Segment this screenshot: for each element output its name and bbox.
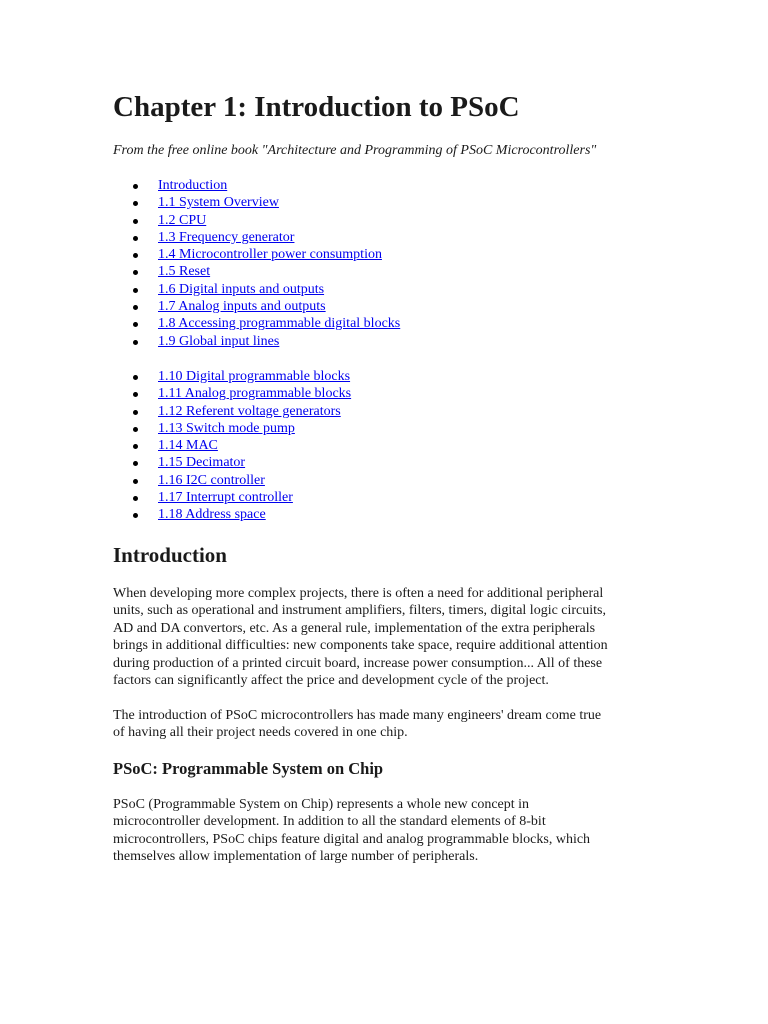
- paragraph-line: PSoC (Programmable System on Chip) represents a whole new concept in: [113, 797, 530, 812]
- toc-link-1-10[interactable]: 1.10 Digital programmable blocks: [158, 369, 351, 384]
- paragraph-line: AD and DA convertors, etc. As a general rule, implementation of the extra peripherals: [113, 620, 596, 636]
- section-heading-introduction: Introduction: [113, 543, 227, 567]
- toc-link-1-3[interactable]: 1.3 Frequency generator: [158, 229, 295, 245]
- toc-item: [113, 403, 351, 420]
- paragraph-line: factors can significantly affect the price and development cycle of the project.: [113, 673, 549, 689]
- paragraph-line: units, such as operational and instrument amplifiers, filters, timers, digital logic circuits,: [113, 603, 607, 619]
- paragraph-line: microcontroller development. In addition to all the standard elements of 8-bit: [113, 814, 546, 830]
- paragraph-line: during production of a printed circuit board, increase power consumption... All of these: [113, 655, 603, 671]
- toc-item: [113, 281, 400, 298]
- toc-link-1-14[interactable]: 1.14 MAC: [158, 438, 218, 454]
- toc-item: [113, 212, 400, 229]
- paragraph-line: The introduction of PSoC microcontrollers has made many engineers' dream come true: [113, 708, 602, 723]
- toc-link-introduction[interactable]: Introduction: [158, 178, 228, 193]
- toc-link-1-17[interactable]: 1.17 Interrupt controller: [158, 490, 293, 506]
- intro-paragraph-2: [113, 707, 653, 742]
- toc-item: [113, 177, 400, 194]
- toc-link-1-4[interactable]: 1.4 Microcontroller power consumption: [158, 247, 382, 263]
- subsection-heading-psoc: PSoC: Programmable System on Chip: [113, 759, 384, 778]
- table-of-contents-part-1: [113, 177, 400, 350]
- toc-item: [113, 263, 400, 280]
- paragraph-line: of having all their project needs covered in one chip.: [113, 725, 408, 741]
- toc-item: [113, 489, 351, 506]
- toc-item: [113, 194, 400, 211]
- toc-item: [113, 246, 400, 263]
- toc-link-1-18[interactable]: 1.18 Address space: [158, 507, 266, 523]
- paragraph-line: microcontrollers, PSoC chips feature digital and analog programmable blocks, which: [113, 831, 591, 847]
- toc-link-1-6[interactable]: 1.6 Digital inputs and outputs: [158, 281, 325, 297]
- toc-link-1-12[interactable]: 1.12 Referent voltage generators: [158, 403, 341, 419]
- toc-item: [113, 437, 351, 454]
- toc-link-1-5[interactable]: 1.5 Reset: [158, 264, 211, 280]
- paragraph-line: brings in additional difficulties: new components take space, require additional attention: [113, 638, 608, 654]
- paragraph-line: When developing more complex projects, there is often a need for additional peripheral: [113, 586, 604, 601]
- toc-link-1-16[interactable]: 1.16 I2C controller: [158, 472, 265, 488]
- toc-link-1-11[interactable]: 1.11 Analog programmable blocks: [158, 386, 352, 402]
- psoc-paragraph: [113, 796, 653, 866]
- toc-item: [113, 472, 351, 489]
- toc-item: [113, 298, 400, 315]
- toc-item: [113, 229, 400, 246]
- toc-item: [113, 368, 351, 385]
- toc-link-1-9[interactable]: 1.9 Global input lines: [158, 333, 280, 349]
- toc-link-1-1[interactable]: 1.1 System Overview: [158, 195, 279, 211]
- table-of-contents-part-2: [113, 368, 351, 524]
- toc-item: [113, 385, 351, 402]
- paragraph-line: themselves allow implementation of large number of peripherals.: [113, 849, 479, 865]
- page-title: Chapter 1: Introduction to PSoC: [113, 91, 520, 123]
- toc-link-1-8[interactable]: 1.8 Accessing programmable digital blocks: [158, 316, 401, 332]
- toc-item: [113, 454, 351, 471]
- toc-item: [113, 506, 351, 523]
- toc-link-1-13[interactable]: 1.13 Switch mode pump: [158, 420, 295, 436]
- toc-item: [113, 315, 400, 332]
- toc-link-1-15[interactable]: 1.15 Decimator: [158, 455, 246, 471]
- intro-paragraph-1: [113, 585, 653, 689]
- toc-link-1-7[interactable]: 1.7 Analog inputs and outputs: [158, 299, 326, 315]
- book-subtitle: From the free online book "Architecture and Programming of PSoC Microcontrollers": [113, 143, 597, 158]
- toc-item: [113, 333, 400, 350]
- toc-item: [113, 420, 351, 437]
- toc-link-1-2[interactable]: 1.2 CPU: [158, 212, 207, 228]
